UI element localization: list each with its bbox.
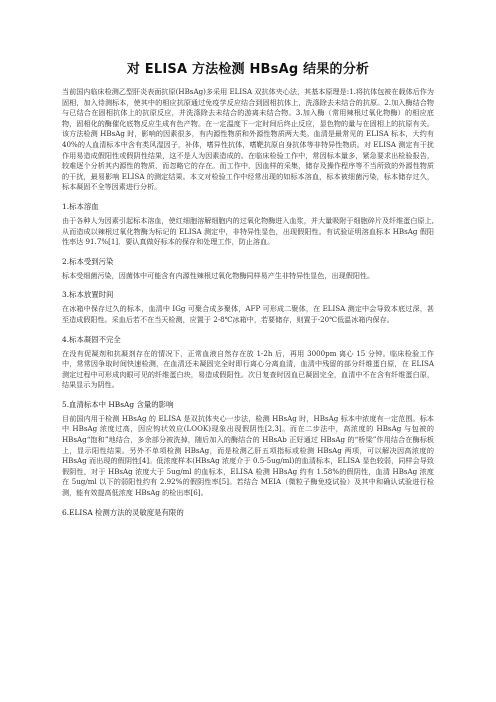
- section-heading: 3.标本放置时间: [62, 290, 114, 300]
- section-incomplete-coagulation: [62, 335, 434, 391]
- section-body: 在冰箱中保存过久的标本，血清中 IGg 可聚合成多聚体，AFP 可形成二聚体，在 ELISA 测定中会导致本底过深，甚至造成假阳性。采血后若不在当天检测，应置于 2-8℃冰箱中，若要储存，则置于-20℃低温冰箱内保存。: [62, 304, 434, 324]
- section-body: 目前国内用于检测 HBsAg 的 ELISA 是双抗体夹心一步法，检测 HBsAg 时，HBsAg 标本中浓度有一定范围。标本中 HBsAg 浓度过高，因应钩状效应(LOOK)现象出现假阴性[2,3]。而在二步法中，高浓度的 HBsAg 与包被的 HBsAg“饱和”地结合，多余部分被洗掉，随后加入的酶结合的 HBsAb 正好通过 HBsAg 的“桥梁”作用结合在酶标板上，显示阳性结果。另外不单项检测 HBsAg，而是检测乙肝五项指标或检测 HBsAg 两项，可以解决因高浓度的 HBsAg 而出现的假阴性[4]。低浓度样本(HBsAg 浓度介于 0.5-5ug/ml)的血清标本，ELISA 显色较弱，同样会导致假阴性，对于 HBsAg 浓度大于 5ug/ml 的血标本，ELISA 检测 HBsAg 约有 1.58%的假阴性，血清 HBsAg 浓度在 5ug/ml 以下的弱阳性约有 2.92%的假阴性率[5]。若结合 MEIA（微粒子酶免疫试验）及其中和确认试验进行检测，能有效提高低浓度 HBsAg 的检出率[6]。: [62, 413, 434, 498]
- page-title: 对 ELISA 方法检测 HBsAg 结果的分析: [126, 62, 370, 77]
- section-body: 标本受细菌污染，因菌体中可能含有内源性辣根过氧化物酶同样易产生非特异性显色，出现假阳性。: [62, 270, 375, 280]
- section-heading: 1.标本溶血: [62, 201, 99, 211]
- section-contamination: [62, 257, 434, 282]
- section-heading: 2.标本受到污染: [62, 256, 114, 266]
- section-storage-time: [62, 290, 434, 325]
- section-heading: 6.ELISA 检测方法的灵敏度是有限的: [62, 507, 184, 517]
- section-heading: 4.标本凝固不完全: [62, 334, 121, 344]
- section-body: 由于各种人为因素引起标本溶血，使红细胞溶解细胞内的过氧化物酶进入血浆，并大量吸附于细胞碎片及纤维蛋白原上,从而造成以辣根过氧化物酶为标记的 ELISA 测定中，非特异性显色，出现假阳性。有试验证明溶血标本 HBsAg 假阳性率达 91.7%[1]．要认真做好标本的保存和处理工作，防止溶血。: [62, 215, 434, 247]
- section-body: 在没有促凝剂和抗凝剂存在的情况下，正常血液自然存在放 1-2h 后，再用 3000pm 离心 15 分钟。临床检验工作中，常常因争取时间快速检测，在血清还未凝固完全时即行离心分离血清，血清中残留的部分纤维蛋白原，在 ELISA 测定过程中可形成肉眼可见的纤维蛋白块，易造成假阳性。次日复查时因血已凝固完全，血清中不在含有纤维蛋白原，结果显示为阴性。: [62, 348, 434, 390]
- section-hemolysis: [62, 202, 434, 248]
- section-sensitivity: [62, 508, 434, 518]
- intro-paragraph: 当前国内临床检测乙型肝炎表面抗原(HBsAg)多采用 ELISA 双抗体夹心法，其基本原理是:1.将抗体包被在载体后作为固相，加入待测标本，使其中的相应抗原通过免疫学反应结合到固相抗体上，洗涤除去未结合的抗原。2.加入酶结合物与已结合在固相抗体上的抗原反应，并洗涤除去未结合的游离未结合物。3.加入酶（常用辣根过氧化物酶）的相应底物，固相化的酶催化底物反应生成有色产物。在一定温度下一定时间后终止反应，显色物的量与在固相上的抗原有关。该方法检测 HBsAg 时，影响的因素很多，有内源性物质和外源性物质两大类。血清是最常见的 ELISA 标本，大约有 40%的人血清标本中含有类风湿因子，补体，嗜异性抗体，嗜靶抗原自身抗体等非特异性物质。对 ELISA 测定有干扰作用易造成假阳性或假阴性结果，这不是人为因素造成的。在临床检验工作中，常因标本量多，紧急要求出检验报告，较难逐个分析其内源性的物质，而忽略它的存在。而工作中，因血样的采集，储存及操作程序等不当所致的外源性物质的干扰，最易影响 ELISA 的测定结果。本文对检验工作中经常出现的如标本溶血，标本被细菌污染，标本储存过久，标本凝固不全等因素进行分析。: [62, 87, 434, 192]
- document-page: [62, 58, 434, 522]
- section-hbsag-content: [62, 400, 434, 499]
- section-heading: 5.血清标本中 HBsAg 含量的影响: [62, 399, 174, 409]
